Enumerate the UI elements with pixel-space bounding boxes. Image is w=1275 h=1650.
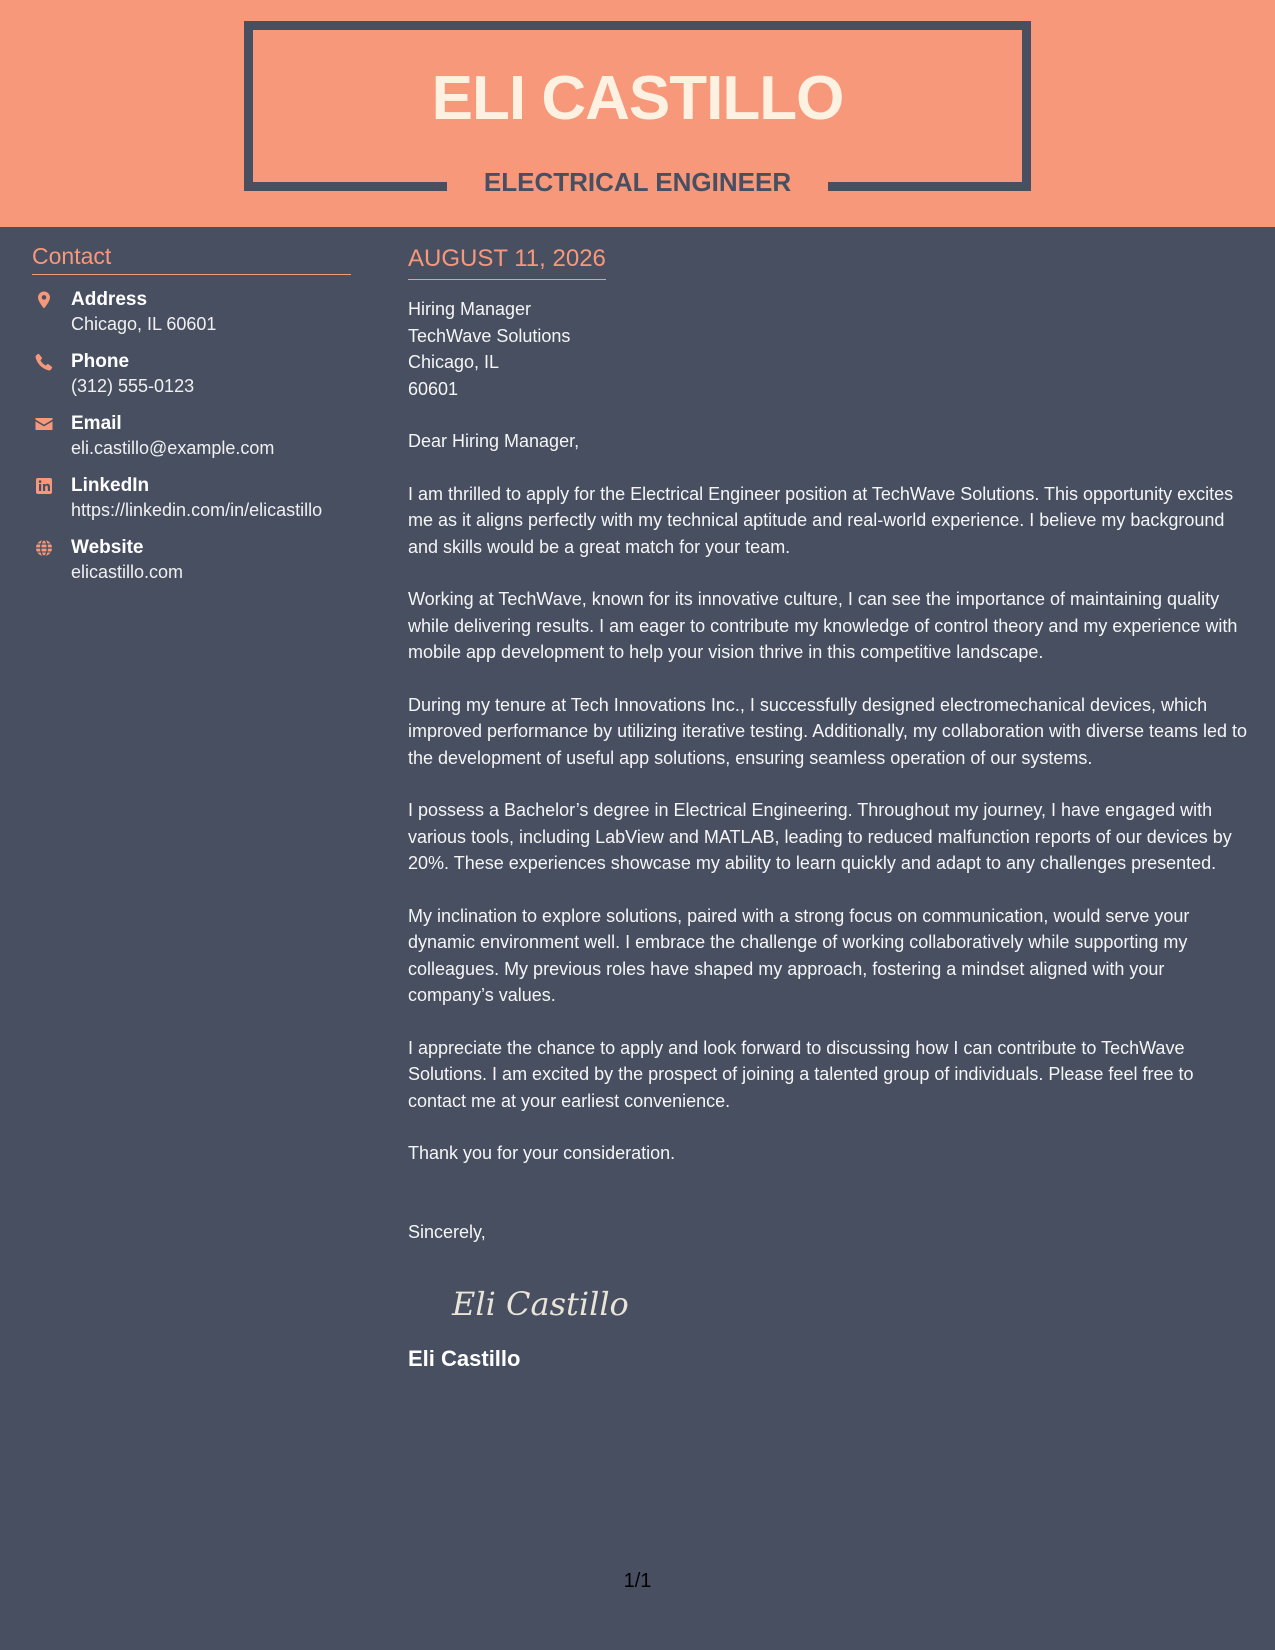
paragraph: I appreciate the chance to apply and look forward to discussing how I can contribute to TechWave Solutions. I am excited by the prospect of joining a talented group of individuals. Please feel free to contact me at your earliest convenience. — [408, 1037, 1194, 1111]
contact-phone — [32, 350, 351, 399]
header-frame-bottom-left — [244, 182, 447, 191]
paragraph: During my tenure at Tech Innovations Inc., I successfully designed electromechanical devices, which improved performance by utilizing iterative testing. Additionally, my collaboration with diverse teams led to the development of useful app solutions, ensuring seamless operation of our systems. — [408, 694, 1248, 768]
contact-value: eli.castillo@example.com — [71, 438, 275, 458]
recipient-line: Hiring Manager — [408, 299, 532, 319]
recipient-line: 60601 — [408, 378, 459, 399]
closing: Sincerely, — [408, 1221, 486, 1242]
envelope-icon — [34, 414, 54, 434]
contact-value: https://linkedin.com/in/elicastillo — [71, 500, 323, 520]
paragraph: My inclination to explore solutions, paired with a strong focus on communication, would serve your dynamic environment well. I embrace the challenge of working collaboratively while supporting my colleagues. My previous roles have shaped my approach, fostering a mindset aligned with your company’s values. — [408, 905, 1190, 1005]
paragraph: I am thrilled to apply for the Electrical Engineer position at TechWave Solutions. This opportunity excites me as it aligns perfectly with my technical aptitude and real-world experience. I believe my background and skills would be a great match for your team. — [408, 483, 1234, 557]
recipient-block — [408, 296, 1248, 402]
contact-title: Contact — [32, 242, 351, 275]
paragraph: Thank you for your consideration. — [408, 1143, 676, 1163]
contact-sidebar — [32, 242, 351, 585]
letter-body — [408, 244, 1248, 1372]
contact-address — [32, 288, 351, 337]
contact-email — [32, 412, 351, 461]
phone-icon — [34, 352, 54, 372]
recipient-line: Chicago, IL — [408, 352, 500, 372]
contact-label: LinkedIn — [71, 475, 150, 496]
header-frame-bottom-right — [828, 182, 1031, 191]
contact-label: Website — [71, 537, 144, 558]
signature-image — [450, 1273, 650, 1333]
contact-label: Phone — [71, 351, 130, 372]
globe-icon — [34, 538, 54, 558]
contact-value: elicastillo.com — [71, 562, 184, 582]
contact-value: Chicago, IL 60601 — [71, 314, 217, 334]
linkedin-icon — [34, 476, 54, 496]
location-pin-icon — [34, 290, 54, 310]
paragraph: I possess a Bachelor’s degree in Electrical Engineering. Throughout my journey, I have engaged with various tools, including LabView and MATLAB, leading to reduced malfunction reports of our devices by 20%. These experiences showcase my ability to learn quickly and adapt to any challenges presented. — [408, 800, 1232, 873]
recipient-line: TechWave Solutions — [408, 325, 571, 346]
applicant-name: ELI CASTILLO — [431, 64, 844, 133]
signer-name: Eli Castillo — [408, 1345, 521, 1371]
contact-label: Address — [71, 289, 148, 310]
contact-website — [32, 536, 351, 585]
applicant-role: ELECTRICAL ENGINEER — [483, 167, 792, 197]
contact-label: Email — [71, 413, 122, 434]
paragraph: Working at TechWave, known for its innovative culture, I can see the importance of maintaining quality while delivering results. I am eager to contribute my knowledge of control theory and my experience with mobile app development to help your vision thrive in this competitive landscape. — [408, 589, 1238, 662]
greeting: Dear Hiring Manager, — [408, 431, 580, 451]
contact-linkedin — [32, 474, 351, 523]
contact-value: (312) 555-0123 — [71, 376, 195, 396]
letter-date: AUGUST 11, 2026 — [408, 244, 606, 280]
page-number: 1/1 — [623, 1570, 652, 1592]
svg-text:Eli Castillo: Eli Castillo — [452, 1284, 629, 1323]
